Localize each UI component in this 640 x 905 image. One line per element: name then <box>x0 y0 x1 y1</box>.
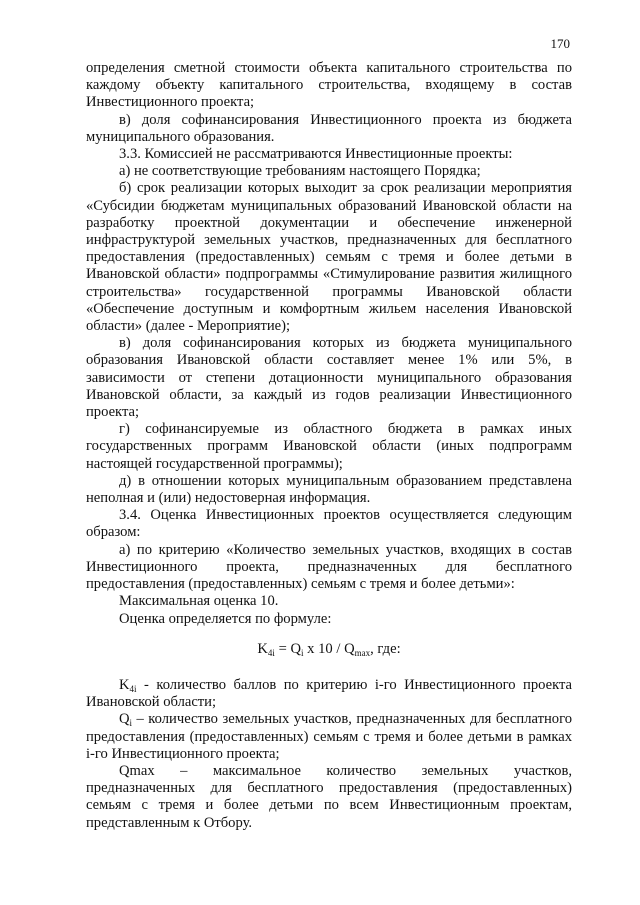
formula-tail: , где: <box>370 640 401 657</box>
formula-k: K <box>257 640 268 657</box>
paragraph-formula-intro: Оценка определяется по формуле: <box>119 610 332 627</box>
definition-qi-subscript: i <box>129 718 133 729</box>
definition-k4i-subscript: 4i <box>129 683 137 694</box>
paragraph-criterion-a: а) по критерию «Количество земельных участков, входящих в состав Инвестиционного проекта, предназначенных для бесплатного предоставления (предоставленных) семьям с тремя и более детьми»: <box>86 541 572 593</box>
paragraph-item-d: д) в отношении которых муниципальным образованием представлена неполная и (или) недостоверная информация. <box>86 472 572 507</box>
document-body <box>86 60 572 832</box>
definition-k4i-symbol: K <box>119 676 130 693</box>
paragraph-item-g: г) софинансируемые из областного бюджета в рамках иных государственных программ Ивановской области (иных подпрограмм настоящей государственной программы); <box>86 421 572 472</box>
formula-qmax-subscript: max <box>354 647 371 658</box>
section-3-3-heading: 3.3. Комиссией не рассматриваются Инвестиционные проекты: <box>119 146 513 163</box>
definition-qmax: Qmax – максимальное количество земельных участков, предназначенных для бесплатного предоставления (предоставленных) семьям с тремя и более детьми по всем Инвестиционным проектам, представленным к Отбору. <box>86 762 572 831</box>
formula <box>86 641 572 658</box>
paragraph-max-score: Максимальная оценка 10. <box>119 593 279 610</box>
definition-qi-text: – количество земельных участков, предназначенных для бесплатного предоставления (предоставленных) семьям с тремя и более детьми в рамках i-го Инвестиционного проекта; <box>86 711 572 762</box>
formula-middle: x 10 / Q <box>303 640 355 657</box>
definition-k4i <box>86 677 572 711</box>
paragraph-smeta: определения сметной стоимости объекта капитального строительства по каждому объекту капитального строительства, входящему в состав Инвестиционного проекта; <box>86 60 572 111</box>
paragraph-item-a: а) не соответствующие требованиям настоящего Порядка; <box>119 163 481 180</box>
paragraph-item-v-cofinancing: в) доля софинансирования Инвестиционного проекта из бюджета муниципального образования. <box>86 111 572 145</box>
paragraph-item-v: в) доля софинансирования которых из бюджета муниципального образования Ивановской области составляет менее 1% или 5%, в зависимости от степени дотационности муниципального образования Ивановской области, за каждый из годов реализации Инвестиционного проекта; <box>86 335 572 421</box>
formula-eq-q: = Q <box>274 640 302 657</box>
definition-k4i-text: - количество баллов по критерию i-го Инвестиционного проекта Ивановской области; <box>86 676 572 711</box>
definition-qi <box>86 711 572 763</box>
paragraph-item-b: б) срок реализации которых выходит за срок реализации мероприятия «Субсидии бюджетам муниципальных образований Ивановской области на разработку проектной документации и обеспечение инженерной инфраструктурой земельных участков, предназначенных для бесплатного предоставления (предоставленных) семьям с тремя и более детьми в Ивановской области» подпрограммы «Стимулирование развития жилищного строительства» государственной программы Ивановской области «Обеспечение доступным и комфортным жильем населения Ивановской области» (далее - Мероприятие); <box>86 180 572 335</box>
formula-k-subscript: 4i <box>267 647 275 658</box>
section-3-4-heading: 3.4. Оценка Инвестиционных проектов осуществляется следующим образом: <box>86 507 572 541</box>
page-number: 170 <box>550 36 570 51</box>
definition-qi-symbol: Q <box>119 711 130 728</box>
formula-q-subscript: i <box>301 647 304 658</box>
